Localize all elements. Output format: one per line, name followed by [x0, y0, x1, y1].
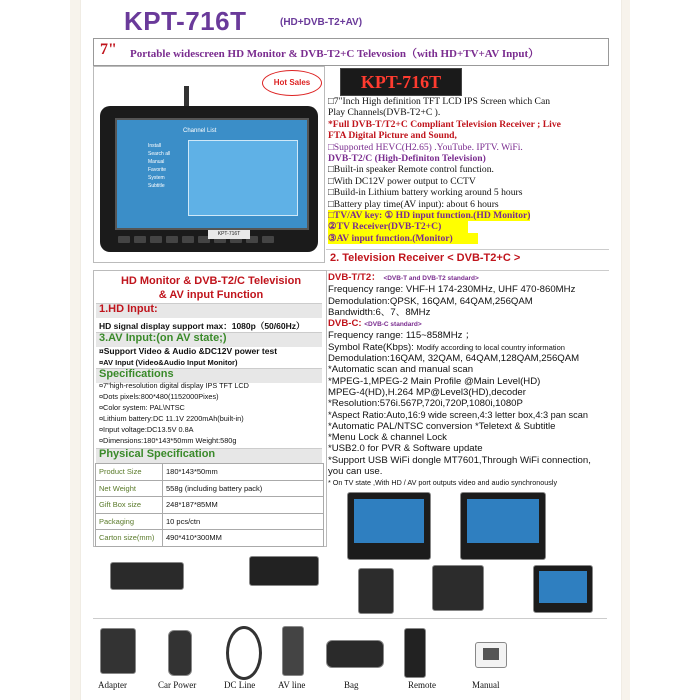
remote-image — [404, 628, 426, 678]
model-title: KPT-716T — [124, 6, 247, 36]
spec-item: ¤Dots pixels:800*480(1152000Pixes) — [99, 392, 219, 401]
product-photo-side — [249, 556, 319, 586]
table-row: Gift Box size 248*187*85MM — [96, 497, 324, 514]
spec-item: ¤Dimensions:180*143*50mm Weight:580g — [99, 436, 237, 445]
spec-line: Bandwidth:6、7、8MHz — [328, 306, 431, 318]
brand-plate: KPT-716T — [208, 230, 250, 239]
spec-item: ¤Color system: PAL\NTSC — [99, 403, 185, 412]
dc-line-image — [226, 626, 262, 680]
product-photo-top — [110, 562, 184, 590]
screen-size-tag: 7" — [100, 41, 117, 58]
feature-line: □TV/AV key: ① HD input function.(HD Monitor) — [328, 210, 531, 222]
accessory-label: Car Power — [158, 680, 197, 690]
spec-line: Demodulation:16QAM, 32QAM, 64QAM,128QAM,256QAM — [328, 353, 580, 365]
dvbt-standard: <DVB-T and DVB-T2 standard> — [383, 275, 479, 282]
product-photo-front — [460, 492, 546, 560]
specifications-heading: Specifications — [99, 368, 174, 380]
spec-line: Frequency range: VHF-H 174-230MHz, UHF 470-860MHz — [328, 284, 576, 296]
hd-input-heading: 1.HD Input: — [99, 303, 158, 315]
tv-specs — [328, 272, 610, 489]
spec-line: *Menu Lock & channel Lock — [328, 432, 447, 444]
screen-title: Channel List — [183, 128, 217, 134]
spec-item: ¤Input voltage:DC13.5V 0.8A — [99, 425, 194, 434]
feature-line: □Supported HEVC(H2.65) .YouTube. IPTV. WiFi. — [328, 141, 523, 153]
accessory-label: AV line — [278, 680, 306, 690]
feature-line: □Built-in speaker Remote control function. — [328, 164, 494, 176]
feature-line: DVB-T2/C (High-Definiton Television) — [328, 153, 486, 165]
table-row: Packaging 10 pcs/ctn — [96, 513, 324, 530]
spec-line: MPEG-4(HD),H.264 MP@Level3(HD),decoder — [328, 386, 526, 398]
spec-line: *Automatic PAL/NTSC conversion *Teletext & Subtitle — [328, 420, 556, 432]
antenna-image — [184, 86, 189, 108]
left-panel-title: HD Monitor & DVB-T2/C Television & AV input Function — [120, 275, 302, 301]
screen-menu-panel — [188, 140, 298, 216]
accessory-label: DC Line — [224, 680, 256, 690]
feature-line: Play Channels(DVB-T2+C ). — [328, 107, 441, 119]
feature-line: ③AV input function.(Monitor) — [328, 233, 478, 244]
table-row: Net Weight 558g (including battery pack) — [96, 480, 324, 497]
table-row: Product Size 180*143*50mm — [96, 464, 324, 481]
adapter-image — [100, 628, 136, 674]
manual-image — [475, 642, 507, 668]
hd-input-text: HD signal display support max：1080p（50/60Hz） — [99, 321, 305, 331]
tv-note: * On TV state ,With HD / AV port outputs video and audio synchronously — [328, 478, 558, 488]
dvbt-label: DVB-T/T2： — [328, 272, 381, 283]
physical-spec-heading: Physical Specification — [99, 448, 216, 460]
product-photo-front — [347, 492, 431, 560]
av-input-heading: 3.AV Input:(on AV state;) — [99, 332, 227, 344]
spec-line: *MPEG-1,MPEG-2 Main Profile @Main Level(HD) — [328, 375, 541, 387]
feature-line: □Battery play time(AV input): about 6 hours — [328, 198, 499, 210]
spec-item: ¤Lithium battery:DC 11.1V 2200mAh(built-in) — [99, 414, 244, 423]
left-margin-strip — [70, 0, 80, 700]
accessory-label: Bag — [344, 680, 359, 690]
product-photo-stand — [432, 565, 484, 611]
feature-line: □7"Inch High definition TFT LCD IPS Screen which Can — [328, 96, 550, 107]
model-subtitle: (HD+DVB-T2+AV) — [280, 17, 363, 28]
spec-line: *Resolution:576i.567P,720i,720P,1080i,1080P — [328, 398, 523, 410]
spec-line: you can use. — [328, 466, 383, 478]
spec-line: *Support USB WiFi dongle MT7601,Through WiFi connection, — [328, 454, 591, 466]
feature-line: □With DC12V power output to CCTV — [328, 175, 476, 187]
spec-line: *Automatic scan and manual scan — [328, 364, 474, 376]
spec-item: ¤7"high-resolution digital display IPS TFT LCD — [99, 381, 249, 390]
spec-line: *Aspect Ratio:Auto,16:9 wide screen,4:3 letter box,4:3 pan scan — [328, 409, 588, 420]
accessory-label: Manual — [472, 680, 500, 690]
spec-line: *USB2.0 for PVR & Software update — [328, 443, 483, 455]
symbol-note: Modify according to local country information — [416, 342, 565, 352]
car-power-image — [168, 630, 192, 676]
table-row: Carton size(mm) 490*410*300MM — [96, 530, 324, 547]
feature-line: *Full DVB-T/T2+C Compliant Television Receiver ; Live — [328, 118, 561, 130]
accessory-label: Adapter — [98, 680, 127, 690]
spec-line: Frequency range: 115~858MHz ； — [328, 330, 475, 342]
dvbc-standard: <DVB-C standard> — [364, 321, 422, 329]
product-headline: Portable widescreen HD Monitor & DVB-T2+C Televosion（with HD+TV+AV Input） — [130, 48, 540, 60]
feature-list — [328, 96, 608, 244]
bag-image — [326, 640, 384, 668]
av-input-line: ¤AV Input (Video&Audio Input Monitor) — [99, 358, 238, 367]
feature-line: FTA Digital Picture and Sound, — [328, 130, 457, 142]
model-logo: KPT-716T — [340, 68, 462, 96]
product-photo-back — [358, 568, 394, 614]
feature-line: ②TV Receiver(DVB-T2+C) — [328, 221, 468, 232]
feature-line: □Build-in Lithium battery working around 5 hours — [328, 187, 523, 199]
dvbc-label: DVB-C: — [328, 318, 362, 330]
spec-line: Demodulation:QPSK, 16QAM, 64QAM,256QAM — [328, 295, 533, 307]
av-line-image — [282, 626, 304, 676]
hot-sales-badge: Hot Sales — [262, 70, 322, 96]
tv-section-heading: 2. Television Receiver < DVB-T2+C > — [330, 252, 521, 264]
symbol-label: Symbol Rate(Kbps): — [328, 341, 414, 353]
av-input-line: ¤Support Video & Audio &DC12V power test — [99, 346, 278, 356]
product-photo-angle — [533, 565, 593, 613]
physical-spec-table — [95, 463, 324, 547]
specifications-list — [99, 380, 249, 446]
screen-menu-items: Install Search all Manual Favorite System Subtitle — [148, 143, 171, 189]
accessory-label: Remote — [408, 680, 436, 690]
